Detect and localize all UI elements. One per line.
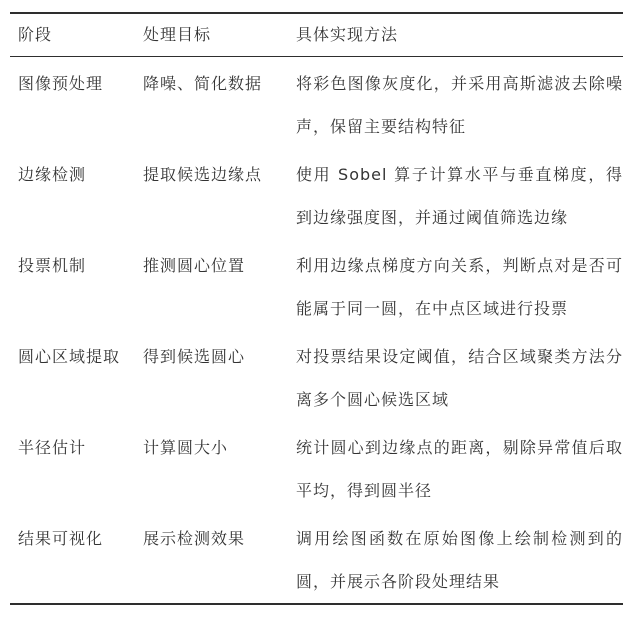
stage-cell: 结果可视化 [18,529,104,548]
method-cell: 使用 Sobel 算子计算水平与垂直梯度，得到边缘强度图，并通过阈值筛选边缘 [296,165,623,227]
table-row [10,421,623,512]
column-header-method: 具体实现方法 [296,25,399,44]
table-header-row [10,14,623,57]
table-row [10,330,623,421]
stage-cell: 半径估计 [18,438,87,457]
column-header-stage: 阶段 [18,25,53,44]
stage-cell: 圆心区域提取 [18,347,121,366]
table-row [10,512,623,603]
goal-cell: 推测圆心位置 [143,256,246,275]
stage-cell: 边缘检测 [18,165,87,184]
method-cell: 调用绘图函数在原始图像上绘制检测到的圆，并展示各阶段处理结果 [296,529,623,591]
goal-cell: 得到候选圆心 [143,347,246,366]
method-cell: 对投票结果设定阈值，结合区域聚类方法分离多个圆心候选区域 [296,347,623,409]
table-row [10,239,623,330]
stage-cell: 投票机制 [18,256,87,275]
column-header-goal: 处理目标 [143,25,212,44]
method-cell: 利用边缘点梯度方向关系，判断点对是否可能属于同一圆，在中点区域进行投票 [296,256,623,318]
goal-cell: 计算圆大小 [143,438,229,457]
table-row [10,148,623,239]
table-body [10,57,623,603]
method-cell: 将彩色图像灰度化，并采用高斯滤波去除噪声，保留主要结构特征 [296,74,623,136]
goal-cell: 提取候选边缘点 [143,165,263,184]
method-cell: 统计圆心到边缘点的距离，剔除异常值后取平均，得到圆半径 [296,438,623,500]
stage-method-table [10,12,623,605]
goal-cell: 展示检测效果 [143,529,246,548]
table-row [10,57,623,148]
goal-cell: 降噪、简化数据 [143,74,263,93]
stage-cell: 图像预处理 [18,74,104,93]
